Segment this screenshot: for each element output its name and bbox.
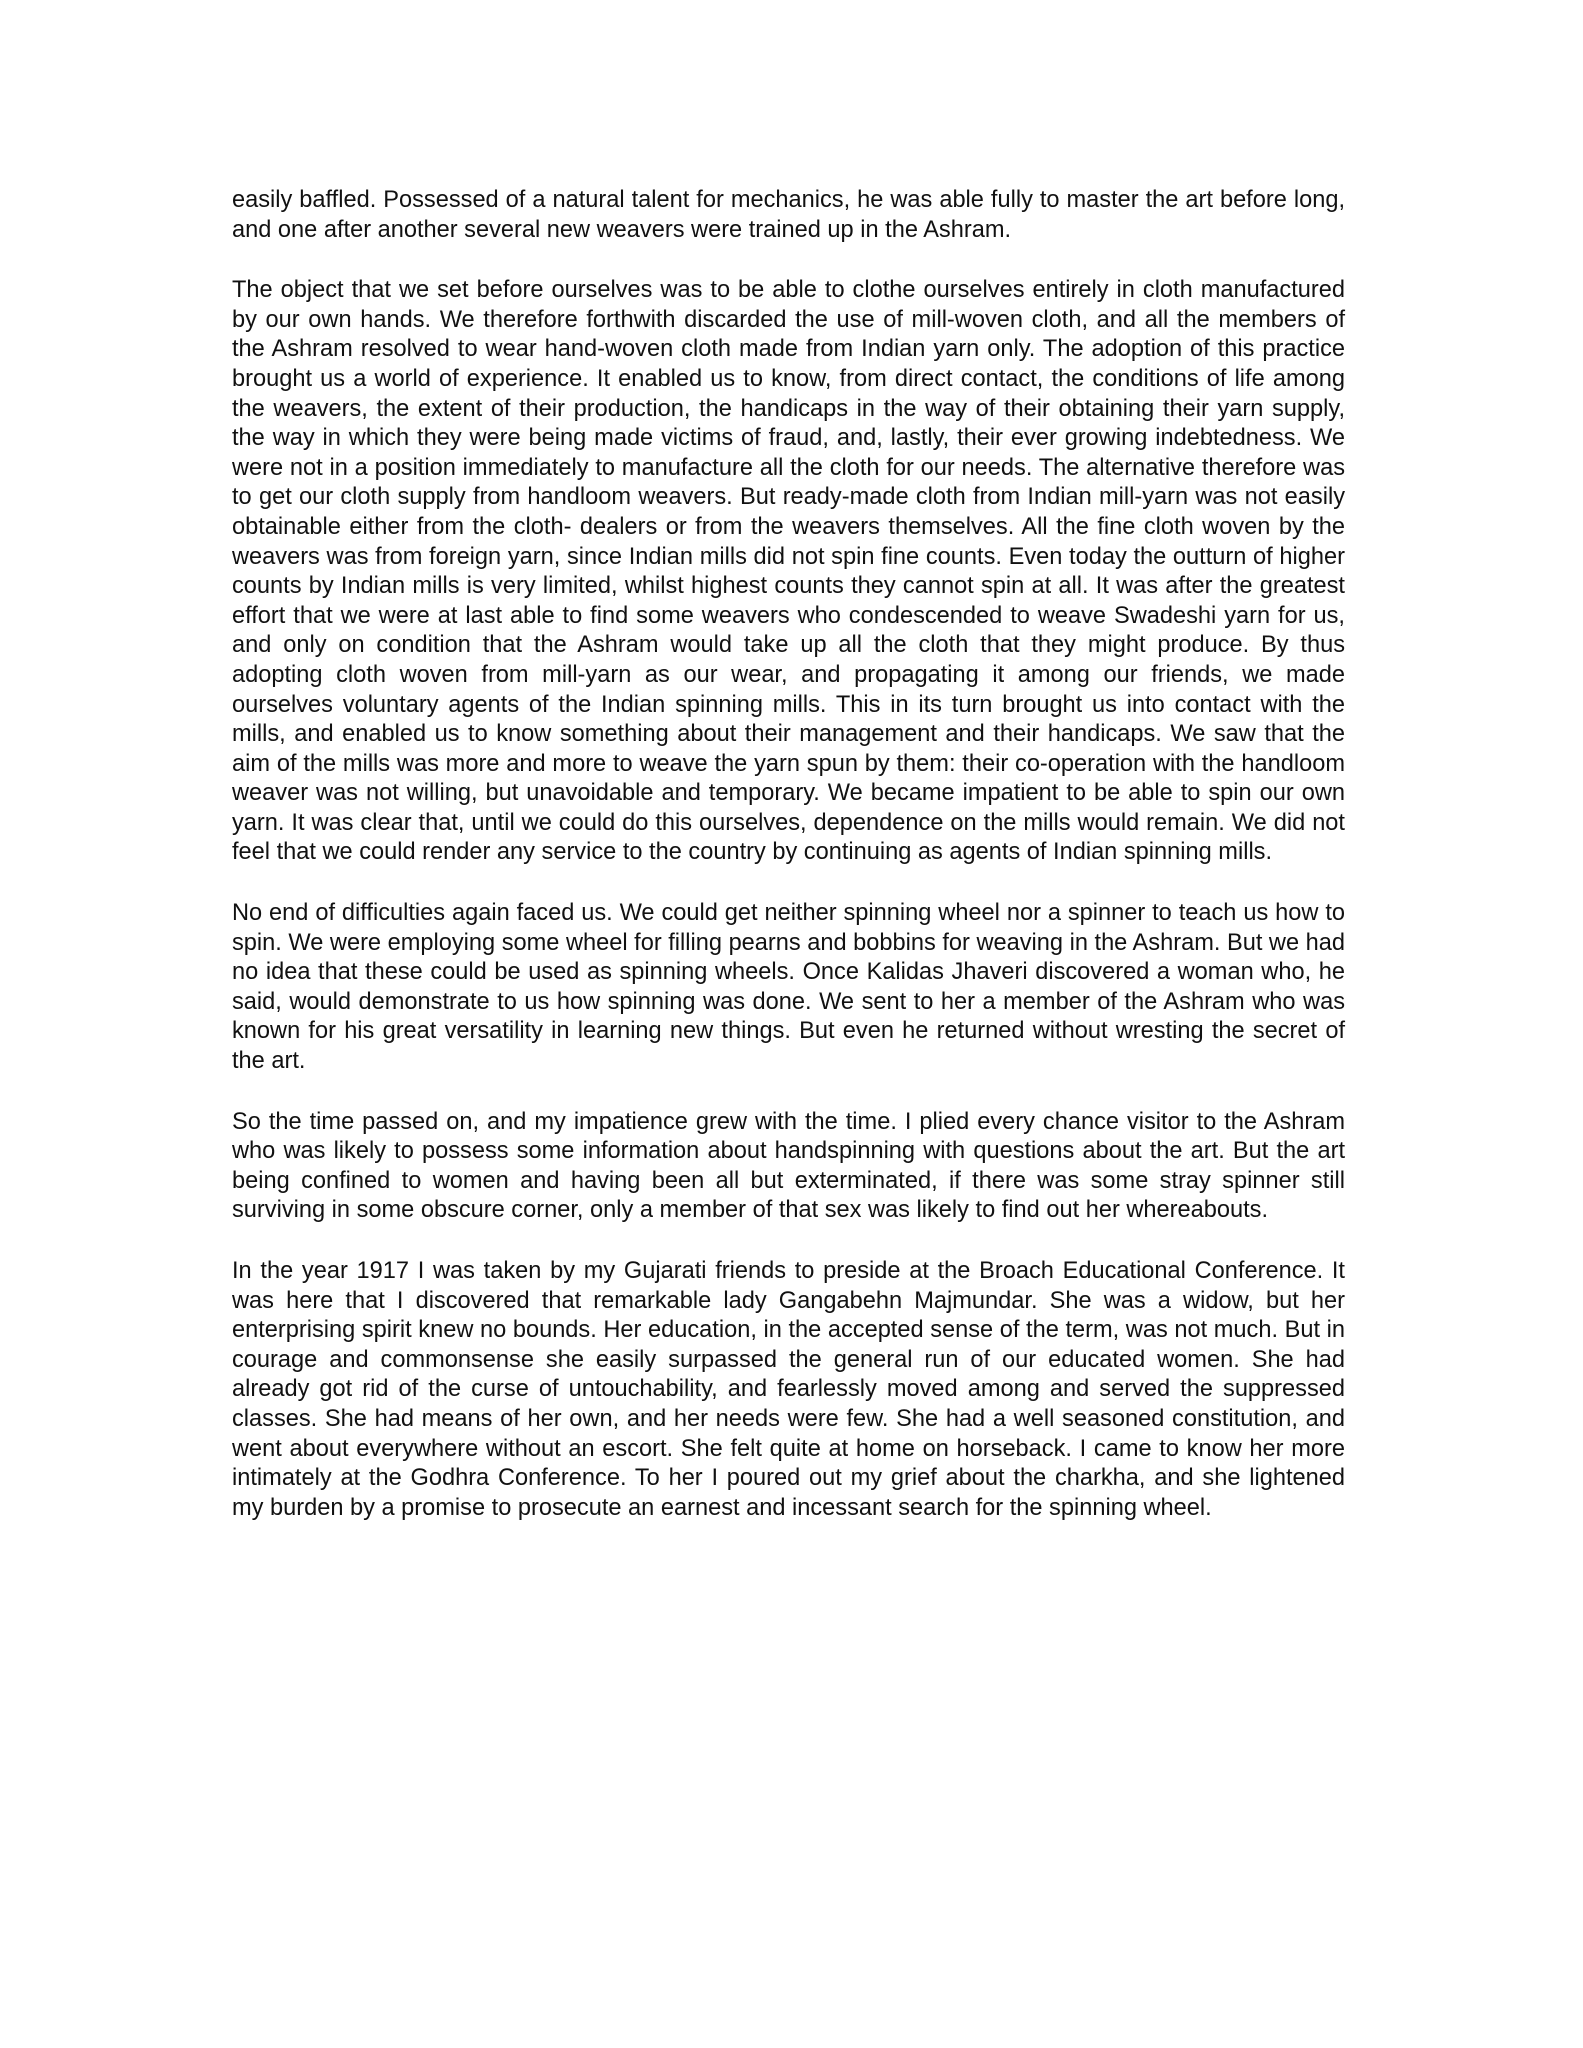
paragraph-1: easily baffled. Possessed of a natural talent for mechanics, he was able fully to master the art before long, and one after another several new weavers were trained up in the Ashram. [232,187,1345,243]
paragraph-4: So the time passed on, and my impatience grew with the time. I plied every chance visitor to the Ashram who was likely to possess some information about handspinning with questions about the art. But the art being confined to women and having been all but exterminated, if there was some stray spinner still surviving in some obscure corner, only a member of that sex was likely to find out her whereabouts. [232,1108,1345,1224]
paragraph-2: The object that we set before ourselves was to be able to clothe ourselves entirely in cloth manufactured by our own hands. We therefore forthwith discarded the use of mill-woven cloth, and all the members of the Ashram resolved to wear hand-woven cloth made from Indian yarn only. The adoption of this practice brought us a world of experience. It enabled us to know, from direct contact, the conditions of life among the weavers, the extent of their production, the handicaps in the way of their obtaining their yarn supply, the way in which they were being made victims of fraud, and, lastly, their ever growing indebtedness. We were not in a position immediately to manufacture all the cloth for our needs. The alternative therefore was to get our cloth supply from handloom weavers. But ready-made cloth from Indian mill-yarn was not easily obtainable either from the cloth- dealers or from the weavers themselves. All the fine cloth woven by the weavers was from foreign yarn, since Indian mills did not spin fine counts. Even today the outturn of higher counts by Indian mills is very limited, whilst highest counts they cannot spin at all. It was after the greatest effort that we were at last able to find some weavers who condescended to weave Swadeshi yarn for us, and only on condition that the Ashram would take up all the cloth that they might produce. By thus adopting cloth woven from mill-yarn as our wear, and propagating it among our friends, we made ourselves voluntary agents of the Indian spinning mills. This in its turn brought us into contact with the mills, and enabled us to know something about their management and their handicaps. We saw that the aim of the mills was more and more to weave the yarn spun by them: their co-operation with the handloom weaver was not willing, but unavoidable and temporary. We became impatient to be able to spin our own yarn. It was clear that, until we could do this ourselves, dependence on the mills would remain. We did not feel that we could render any service to the country by continuing as agents of Indian spinning mills. [232,277,1345,866]
paragraph-5: In the year 1917 I was taken by my Gujarati friends to preside at the Broach Educational Conference. It was here that I discovered that remarkable lady Gangabehn Majmundar. She was a widow, but her enterprising spirit knew no bounds. Her education, in the accepted sense of the term, was not much. But in courage and commonsense she easily surpassed the general run of our educated women. She had already got rid of the curse of untouchability, and fearlessly moved among and served the suppressed classes. She had means of her own, and her needs were few. She had a well seasoned constitution, and went about everywhere without an escort. She felt quite at home on horseback. I came to know her more intimately at the Godhra Conference. To her I poured out my grief about the charkha, and she lightened my burden by a promise to prosecute an earnest and incessant search for the spinning wheel. [232,1258,1345,1521]
paragraph-3: No end of difficulties again faced us. We could get neither spinning wheel nor a spinner to teach us how to spin. We were employing some wheel for filling pearns and bobbins for weaving in the Ashram. But we had no idea that these could be used as spinning wheels. Once Kalidas Jhaveri discovered a woman who, he said, would demonstrate to us how spinning was done. We sent to her a member of the Ashram who was known for his great versatility in learning new things. But even he returned without wresting the secret of the art. [232,900,1346,1075]
document-page [232,186,1345,1554]
